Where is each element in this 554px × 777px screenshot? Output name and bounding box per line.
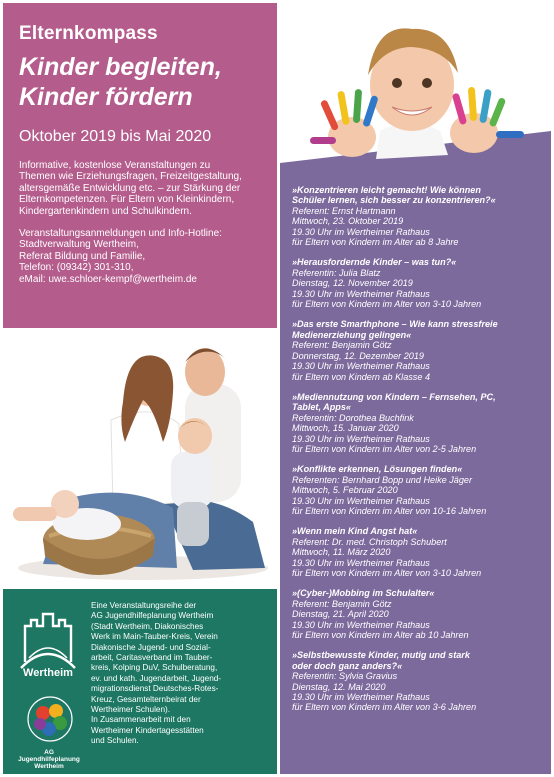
event-title: Medienerziehung gelingen«: [292, 329, 412, 340]
event-speaker: Referentin: Dorothea Buchfink: [292, 412, 414, 423]
event-title: »Konzentrieren leicht gemacht! Wie können: [292, 185, 481, 195]
event-place: 19.30 Uhr im Wertheimer Rathaus: [292, 557, 430, 568]
event-speaker: Referent: Benjamin Götz: [292, 598, 392, 609]
series-line: migrationsdienst Deutsches-Rotes-: [91, 684, 219, 694]
event-speaker: Referenten: Bernhard Bopp und Heike Jäger: [292, 474, 472, 485]
event-item: [292, 319, 544, 381]
event-title: Schüler lernen, sich besser zu konzentrieren?«: [292, 195, 496, 206]
ag-logo-label: AG Jugendhilfeplanung Wertheim: [18, 749, 80, 770]
event-place: 19.30 Uhr im Wertheimer Rathaus: [292, 619, 430, 630]
event-title: »Das erste Smarthphone – Wie kann stressfreie: [292, 319, 498, 330]
event-title: »Herausfordernde Kinder – was tun?«: [292, 257, 457, 268]
event-date: Mittwoch, 11. März 2020: [292, 547, 391, 558]
series-description: [91, 601, 273, 747]
contact-line: Veranstaltungsanmeldungen und Info-Hotline:: [19, 228, 222, 240]
event-date: Mittwoch, 23. Oktober 2019: [292, 216, 404, 227]
event-title: »Selbstbewusste Kinder, mutig und stark: [292, 650, 470, 661]
event-item: [292, 185, 544, 247]
header-box: [3, 3, 277, 328]
family-photo: [3, 332, 277, 585]
headline: [19, 52, 265, 112]
wertheim-logo-label: Wertheim: [23, 667, 73, 679]
series-line: AG Jugendhilfeplanung Wertheim: [91, 611, 214, 621]
headline-line-1: Kinder begleiten,: [19, 53, 222, 81]
series-line: ev. und kath. Jugendarbeit, Jugend-: [91, 673, 222, 683]
event-place: 19.30 Uhr im Wertheimer Rathaus: [292, 495, 430, 506]
event-item: [292, 392, 544, 454]
event-place: 19.30 Uhr im Wertheimer Rathaus: [292, 226, 430, 237]
event-title: oder doch ganz anders?«: [292, 660, 403, 671]
event-item: [292, 464, 544, 516]
event-title: »(Cyber-)Mobbing im Schulalter«: [292, 588, 435, 599]
event-date: Mittwoch, 15. Januar 2020: [292, 423, 399, 434]
event-date: Donnerstag, 12. Dezember 2019: [292, 350, 424, 361]
contact-email: eMail: uwe.schloer-kempf@wertheim.de: [19, 273, 197, 285]
series-line: Wertheimer Kindertagesstätten: [91, 725, 204, 735]
series-line: und Schulen.: [91, 736, 139, 746]
series-line: Werk im Main-Tauber-Kreis, Verein: [91, 632, 218, 642]
intro-line: altersgemäße Entwicklung etc. – zur Stärkung der: [19, 182, 241, 194]
series-line: Diakonische Jugend- und Sozial-: [91, 642, 211, 652]
event-title: »Mediennutzung von Kindern – Fernsehen, PC,: [292, 391, 496, 402]
series-line: kreis, Kolping DuV, Schulberatung,: [91, 663, 218, 673]
event-title: »Konflikte erkennen, Lösungen finden«: [292, 464, 463, 475]
ag-jugendhilfeplanung-logo-icon: [23, 689, 77, 749]
event-speaker: Referentin: Julia Blatz: [292, 267, 381, 278]
event-speaker: Referent: Benjamin Götz: [292, 340, 392, 351]
organizer-box: [3, 589, 277, 774]
event-item: [292, 588, 544, 640]
child-illustration: [280, 3, 551, 183]
series-line: (Stadt Wertheim, Diakonisches: [91, 621, 204, 631]
series-line: In Zusammenarbeit mit den: [91, 715, 191, 725]
event-speaker: Referent: Ernst Hartmann: [292, 205, 396, 216]
child-photo: [280, 3, 551, 183]
event-item: [292, 526, 544, 578]
event-audience: für Eltern von Kindern im Alter ab 8 Jahre: [292, 237, 459, 248]
contact-line: Stadtverwaltung Wertheim,: [19, 239, 139, 251]
wertheim-logo-icon: [17, 604, 79, 674]
family-illustration: [3, 332, 277, 585]
contact-line: Referat Bildung und Familie,: [19, 250, 146, 262]
contact-info: [19, 228, 265, 285]
event-place: 19.30 Uhr im Wertheimer Rathaus: [292, 288, 430, 299]
event-list: [292, 185, 544, 723]
brand-title: Elternkompass: [19, 23, 158, 44]
event-item: [292, 650, 544, 712]
event-audience: für Eltern von Kindern im Alter ab 10 Jahren: [292, 630, 469, 641]
period: Oktober 2019 bis Mai 2020: [19, 128, 212, 145]
contact-phone: Telefon: (09342) 301-310,: [19, 262, 134, 274]
series-line: Wertheimer Schulen).: [91, 705, 171, 715]
series-line: Kreuz, Gesamtelternbeirat der: [91, 694, 201, 704]
event-place: 19.30 Uhr im Wertheimer Rathaus: [292, 361, 430, 372]
event-date: Dienstag, 12. Mai 2020: [292, 681, 386, 692]
event-audience: für Eltern von Kindern ab Klasse 4: [292, 371, 431, 382]
event-item: [292, 257, 544, 309]
event-column: [280, 3, 551, 774]
event-place: 19.30 Uhr im Wertheimer Rathaus: [292, 692, 430, 703]
intro-line: Kindergartenkindern und Schulkindern.: [19, 205, 192, 217]
event-place: 19.30 Uhr im Wertheimer Rathaus: [292, 433, 430, 444]
event-audience: für Eltern von Kindern im Alter von 3-6 Jahren: [292, 702, 477, 713]
event-audience: für Eltern von Kindern im Alter von 3-10 Jahren: [292, 299, 482, 310]
intro-line: Elternkompetenzen. Für Eltern von Kleinkindern,: [19, 194, 235, 206]
event-audience: für Eltern von Kindern im Alter von 10-16 Jahren: [292, 505, 487, 516]
series-line: arbeit, Caritasverband im Tauber-: [91, 653, 213, 663]
event-audience: für Eltern von Kindern im Alter von 3-10 Jahren: [292, 568, 482, 578]
event-speaker: Referentin: Sylvia Gravius: [292, 671, 398, 682]
intro-line: Themen wie Erziehungsfragen, Freizeitgestaltung,: [19, 171, 242, 183]
event-date: Dienstag, 21. April 2020: [292, 609, 389, 620]
event-date: Mittwoch, 5. Februar 2020: [292, 485, 398, 496]
headline-line-2: Kinder fördern: [19, 83, 193, 111]
intro-line: Informative, kostenlose Veranstaltungen zu: [19, 160, 211, 171]
event-speaker: Referent: Dr. med. Christoph Schubert: [292, 536, 447, 547]
event-title: Tablet, Apps«: [292, 402, 351, 413]
event-audience: für Eltern von Kindern im Alter von 2-5 Jahren: [292, 443, 477, 454]
intro-text: [19, 160, 265, 217]
series-line: Eine Veranstaltungsreihe der: [91, 601, 197, 610]
event-title: »Wenn mein Kind Angst hat«: [292, 526, 418, 537]
event-date: Dienstag, 12. November 2019: [292, 278, 413, 289]
